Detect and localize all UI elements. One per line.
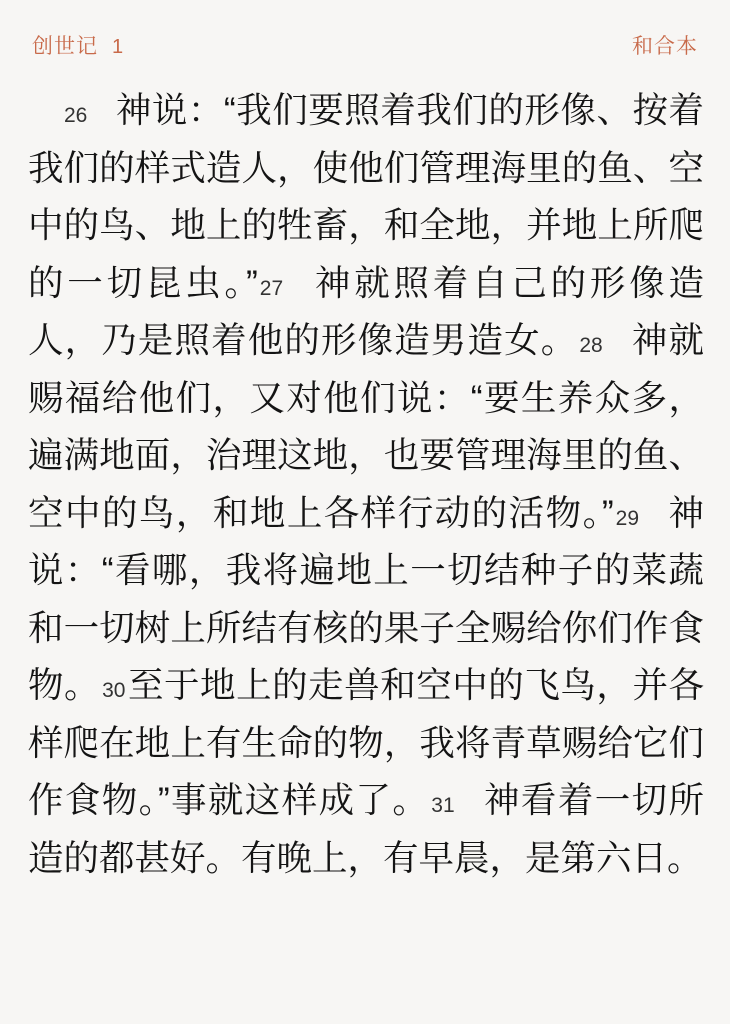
verse-text: 至于地上的走兽和空中的飞鸟，并各样爬在地上有生命的物，我将青草赐给它们作食物。”事就这样成了。 bbox=[28, 665, 704, 820]
book-name: 创世记 bbox=[32, 35, 98, 58]
page-header bbox=[0, 0, 730, 60]
verse-text: 神看着一切所造的都甚好。有晚上，有早晨，是第六日。 bbox=[28, 780, 704, 878]
verse-number[interactable]: 30 bbox=[102, 679, 126, 702]
verse-number[interactable]: 27 bbox=[259, 276, 284, 300]
verse-number[interactable]: 31 bbox=[431, 794, 455, 817]
scripture-content bbox=[0, 60, 730, 887]
version-selector[interactable]: 和合本 bbox=[632, 35, 698, 58]
verse-number[interactable]: 29 bbox=[615, 506, 640, 530]
book-chapter-label[interactable] bbox=[32, 30, 123, 60]
verse-text: 神说：“看哪，我将遍地上一切结种子的菜蔬和一切树上所结有核的果子全赐给你们作食物。 bbox=[28, 492, 704, 705]
verse-text: 神就赐福给他们，又对他们说：“要生养众多，遍满地面，治理这地，也要管理海里的鱼、空中的鸟，和地上各样行动的活物。” bbox=[28, 320, 704, 533]
verse-paragraph[interactable] bbox=[28, 82, 704, 887]
verse-text: 神说：“我们要照着我们的形像、按着我们的样式造人，使他们管理海里的鱼、空中的鸟、地上的牲畜，和全地，并地上所爬的一切昆虫。” bbox=[28, 90, 704, 303]
chapter-number: 1 bbox=[112, 36, 124, 58]
verse-text: 神就照着自己的形像造人，乃是照着他的形像造男造女。 bbox=[28, 262, 704, 360]
verse-number[interactable]: 26 bbox=[64, 104, 88, 127]
verse-number[interactable]: 28 bbox=[579, 334, 603, 357]
